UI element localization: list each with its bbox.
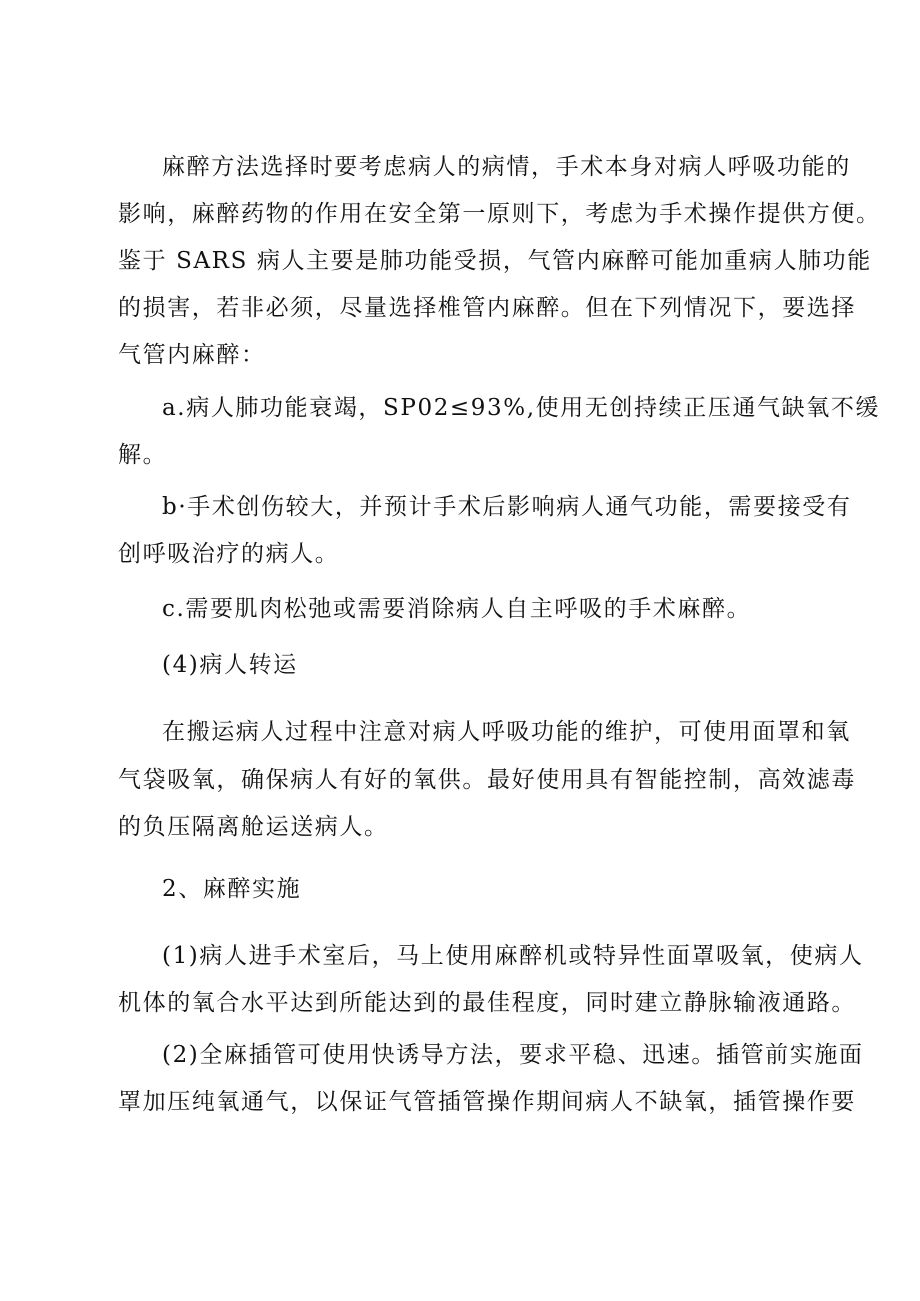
paragraph-method-line-3: 鉴于 SARS 病人主要是肺功能受损，气管内麻醉可能加重病人肺功能 [118, 248, 872, 274]
step-1-line-2: 机体的氧合水平达到所能达到的最佳程度，同时建立静脉输液通路。 [118, 990, 856, 1016]
step-2-line-1: (2)全麻插管可使用快诱导方法，要求平稳、迅速。插管前实施面 [162, 1042, 864, 1068]
paragraph-method-line-2: 影响，麻醉药物的作用在安全第一原则下，考虑为手术操作提供方便。 [118, 201, 881, 227]
paragraph-method-line-5: 气管内麻醉： [118, 342, 266, 368]
paragraph-method-line-1: 麻醉方法选择时要考虑病人的病情，手术本身对病人呼吸功能的 [162, 154, 851, 180]
item-a-line-1: a.病人肺功能衰竭，SP02≤93%,使用无创持续正压通气缺氧不缓 [162, 395, 881, 421]
heading-transport: (4)病人转运 [162, 652, 298, 678]
item-c-line-1: c.需要肌肉松弛或需要消除病人自主呼吸的手术麻醉。 [162, 596, 752, 622]
item-a-line-2: 解。 [118, 442, 168, 468]
paragraph-method-line-4: 的损害，若非必须，尽量选择椎管内麻醉。但在下列情况下，要选择 [118, 295, 856, 321]
step-1-line-1: (1)病人进手术室后，马上使用麻醉机或特异性面罩吸氧，使病人 [162, 943, 864, 969]
paragraph-transport-line-1: 在搬运病人过程中注意对病人呼吸功能的维护，可使用面罩和氧 [162, 719, 851, 745]
item-b-line-2: 创呼吸治疗的病人。 [118, 541, 340, 567]
step-2-line-2: 罩加压纯氧通气，以保证气管插管操作期间病人不缺氧，插管操作要 [118, 1089, 856, 1115]
item-b-line-1: b·手术创伤较大，并预计手术后影响病人通气功能，需要接受有 [162, 494, 852, 520]
heading-implementation: 2、麻醉实施 [162, 876, 302, 902]
paragraph-transport-line-2: 气袋吸氧，确保病人有好的氧供。最好使用具有智能控制，高效滤毒 [118, 767, 856, 793]
paragraph-transport-line-3: 的负压隔离舱运送病人。 [118, 814, 389, 840]
